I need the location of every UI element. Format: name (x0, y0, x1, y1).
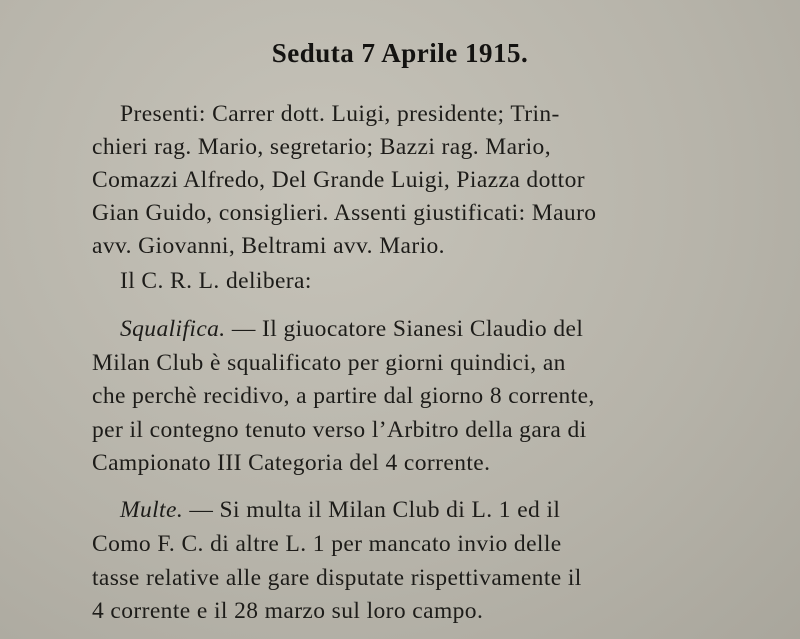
page-title: Seduta 7 Aprile 1915. (271, 38, 529, 68)
text-line: per il contegno tenuto verso l’Arbitro della gara di (92, 417, 587, 443)
text-line: che perchè recidivo, a partire dal giorno 8 corrente, (92, 383, 595, 409)
multe-first-text: — Si multa il Milan Club di L. 1 ed il (183, 497, 561, 523)
text-line: Campionato III Categoria del 4 corrente. (92, 450, 491, 476)
text-line: avv. Giovanni, Beltrami avv. Mario. (92, 233, 445, 259)
text-line: Gian Guido, consiglieri. Assenti giustificati: Mauro (92, 200, 597, 226)
squalifica-label: Squalifica. (120, 316, 226, 342)
text-line: 4 corrente e il 28 marzo sul loro campo. (92, 598, 484, 624)
deliberation-line: Il C. R. L. delibera: (120, 268, 312, 294)
text-line: chieri rag. Mario, segretario; Bazzi rag. Mario, (92, 134, 551, 160)
multe-first-line (120, 497, 560, 524)
text-line: tasse relative alle gare disputate rispettivamente il (92, 565, 582, 591)
text-line: Comazzi Alfredo, Del Grande Luigi, Piazza dottor (92, 167, 585, 193)
text-line: Presenti: Carrer dott. Luigi, presidente; Trin- (120, 101, 560, 127)
multe-label: Multe. (120, 497, 184, 523)
text-line: Milan Club è squalificato per giorni quindici, an (92, 350, 566, 376)
squalifica-first-line (120, 316, 583, 343)
text-line: Como F. C. di altre L. 1 per mancato invio delle (92, 531, 562, 557)
squalifica-first-text: — Il giuocatore Sianesi Claudio del (225, 316, 584, 342)
